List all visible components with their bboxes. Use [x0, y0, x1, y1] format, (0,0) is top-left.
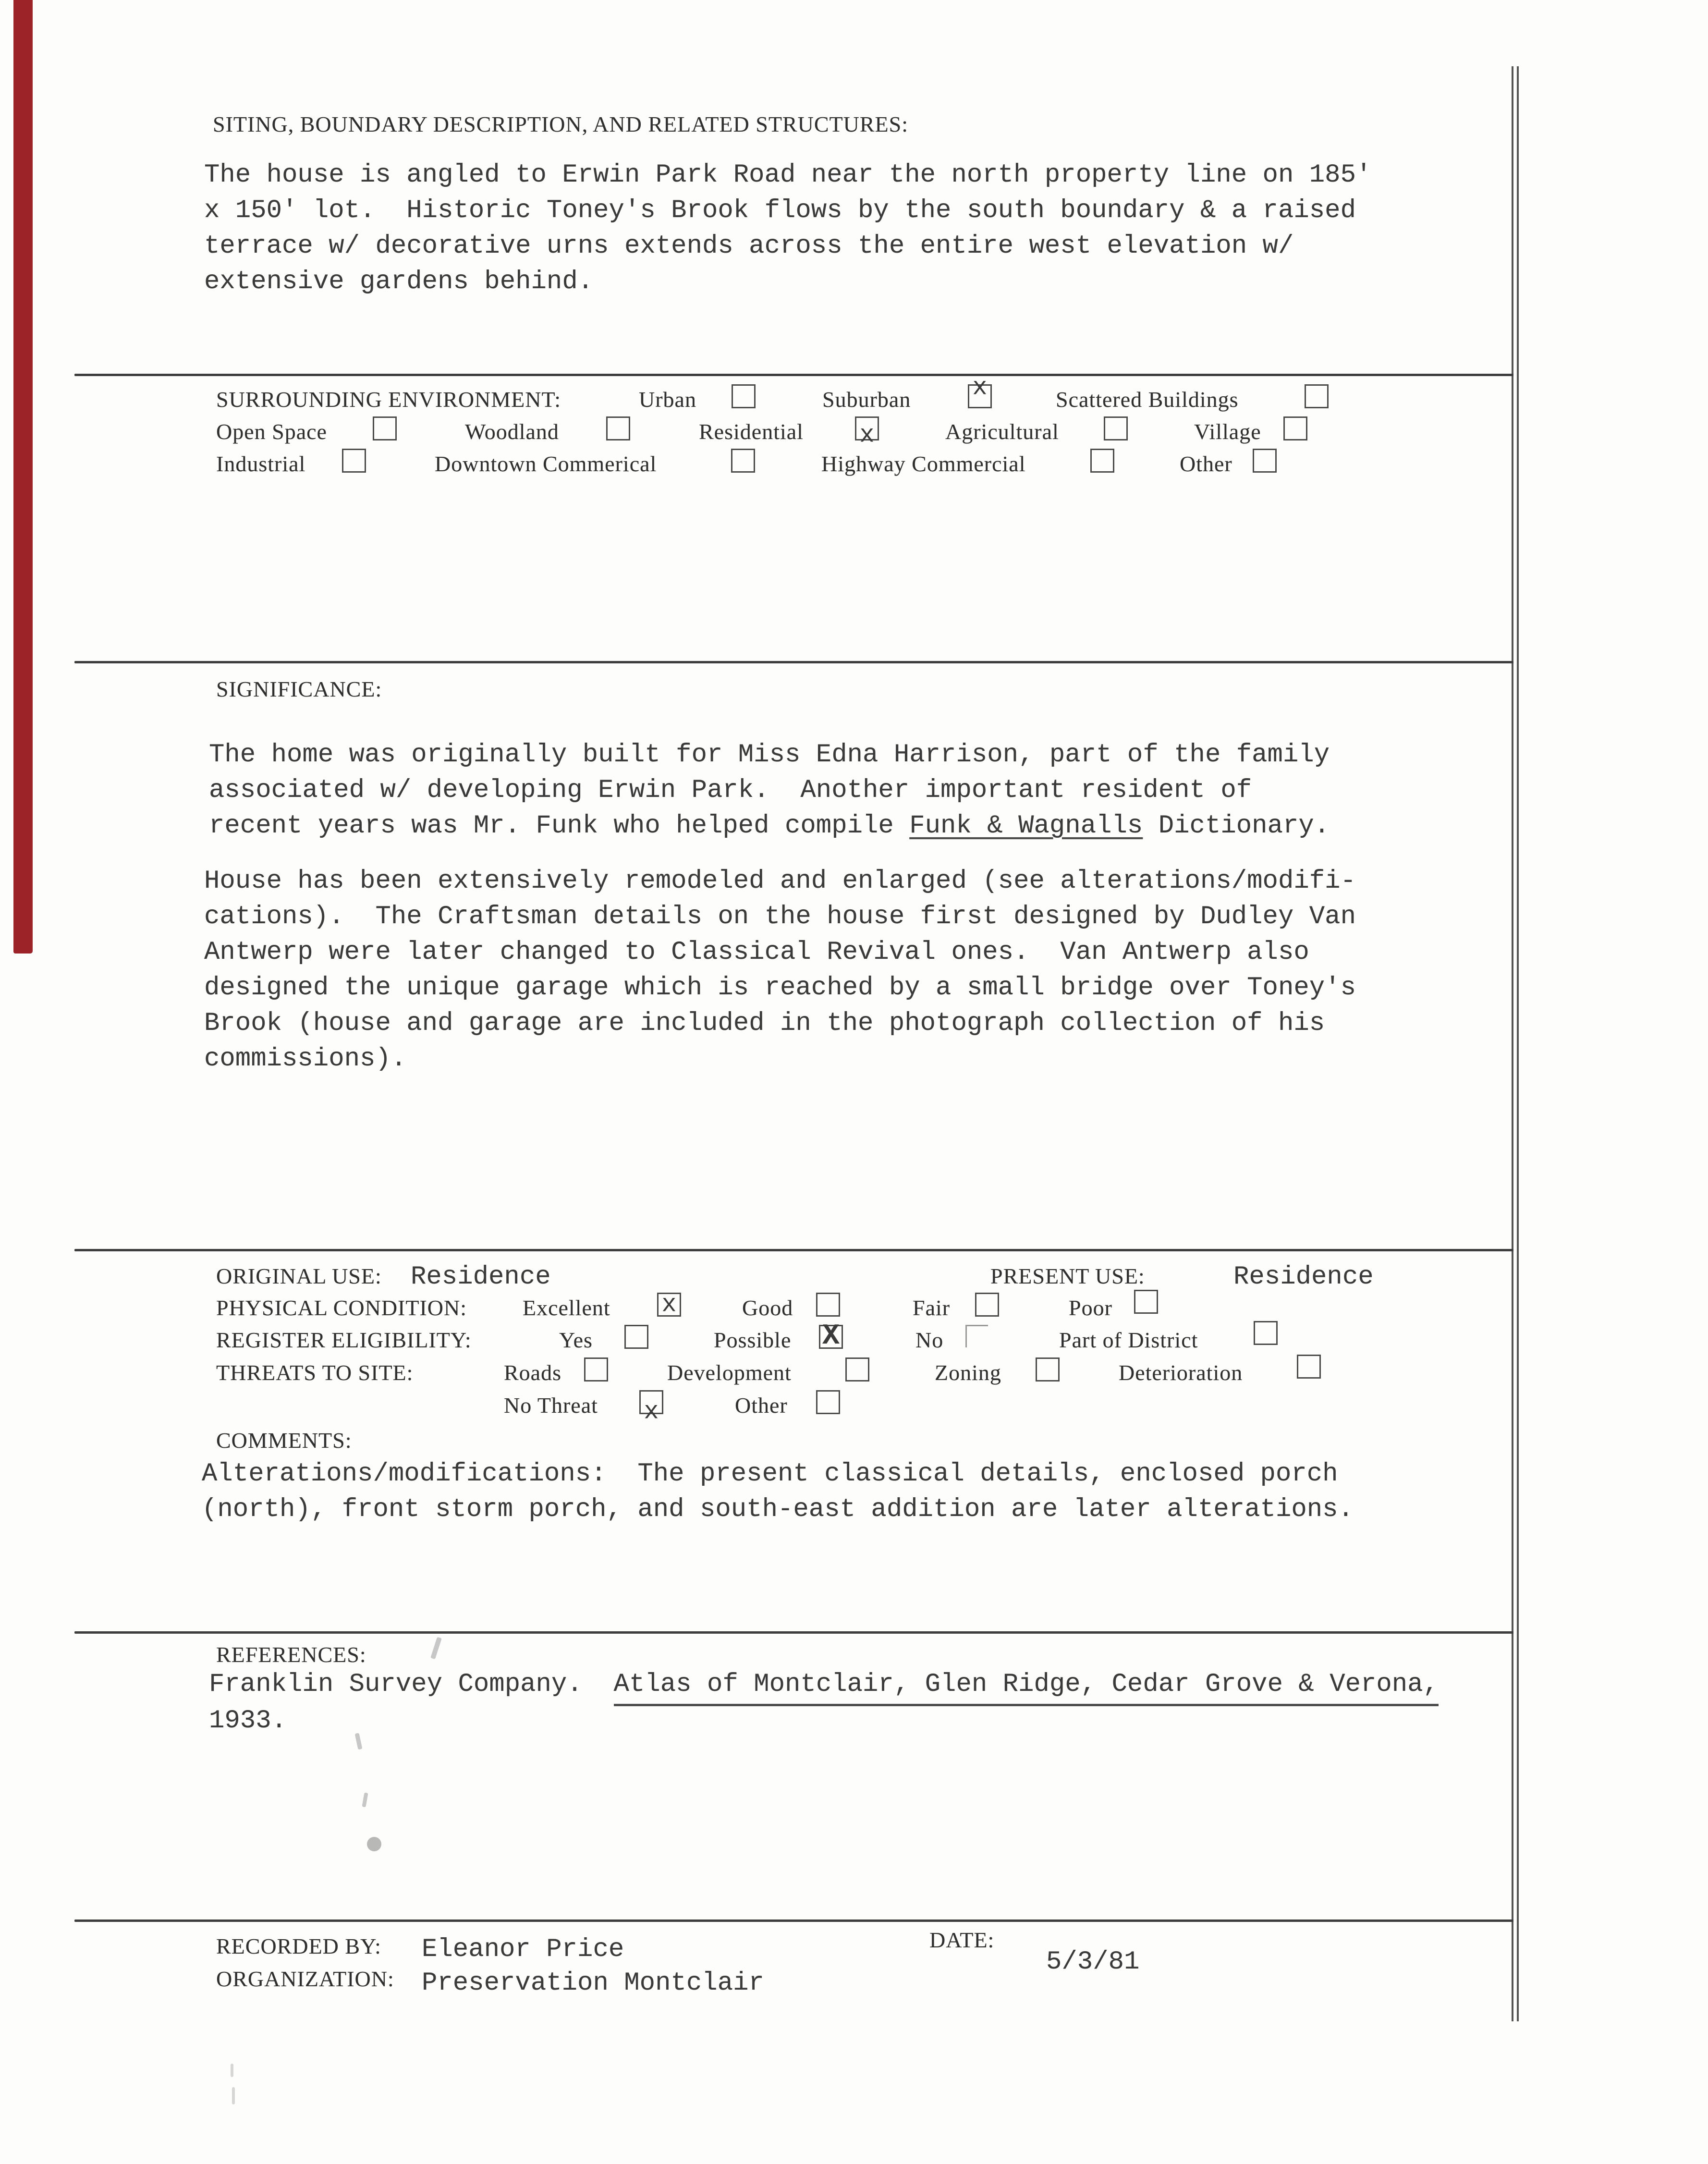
register-yes-label: Yes [559, 1328, 593, 1352]
significance-line: The home was originally built for Miss Edna Harrison, part of the family [209, 740, 1330, 770]
present-use-value: Residence [1233, 1262, 1374, 1292]
date-value: 5/3/81 [1046, 1947, 1140, 1977]
env-option-urban-label: Urban [639, 387, 696, 412]
significance-line: Antwerp were later changed to Classical Revival ones. Van Antwerp also [204, 938, 1309, 967]
pencil-mark [367, 1837, 381, 1851]
env-option-industrial-checkbox [342, 449, 366, 473]
significance-heading: SIGNIFICANCE: [216, 677, 382, 701]
scan-edge-artifact [13, 0, 33, 954]
env-option-woodland-checkbox [606, 416, 630, 440]
register-no-checkbox [965, 1325, 988, 1347]
env-option-scattered-buildings-label: Scattered Buildings [1056, 387, 1239, 412]
significance-line: Brook (house and garage are included in the photograph collection of his [204, 1009, 1325, 1038]
threats-deterioration-label: Deterioration [1119, 1360, 1243, 1385]
condition-poor-checkbox [1134, 1290, 1158, 1314]
pencil-mark [232, 2087, 235, 2104]
pencil-mark [362, 1793, 368, 1808]
siting-heading: SITING, BOUNDARY DESCRIPTION, AND RELATED STRUCTURES: [213, 112, 908, 136]
threats-no-threat-label: No Threat [504, 1393, 598, 1418]
env-option-village-label: Village [1194, 419, 1261, 444]
checkbox-x-mark: x [972, 373, 988, 402]
env-option-suburban-checkbox [968, 373, 992, 408]
threats-roads-checkbox [584, 1357, 608, 1382]
env-option-village-checkbox [1283, 416, 1307, 440]
recorded-by-label: RECORDED BY: [216, 1934, 381, 1958]
threats-zoning-checkbox [1036, 1357, 1060, 1382]
checkbox-bold-x-mark: X [822, 1320, 840, 1353]
env-option-open-space-label: Open Space [216, 419, 327, 444]
register-possible-checkbox [819, 1320, 843, 1353]
env-option-highway-commercial-label: Highway Commercial [821, 452, 1026, 476]
siting-line: x 150' lot. Historic Toney's Brook flows by the south boundary & a raised [204, 196, 1356, 225]
register-no-label: No [915, 1328, 944, 1352]
env-option-agricultural-label: Agricultural [945, 419, 1059, 444]
checkbox-x-mark: x [661, 1290, 677, 1319]
threats-other-checkbox [816, 1390, 840, 1414]
env-option-industrial-label: Industrial [216, 452, 306, 476]
threats-no-threat-checkbox [639, 1390, 663, 1426]
env-option-other-env-checkbox [1253, 449, 1277, 473]
threats-other-label: Other [735, 1393, 788, 1418]
pencil-mark [231, 2064, 233, 2077]
reference-entry [209, 1672, 1439, 1698]
env-option-woodland-label: Woodland [465, 419, 559, 444]
significance-line: House has been extensively remodeled and enlarged (see alterations/modifi- [204, 867, 1356, 896]
section-divider-5 [74, 1919, 1513, 1922]
reference-year: 1933. [209, 1706, 287, 1736]
significance-line-post: Dictionary. [1143, 811, 1330, 841]
env-option-residential-label: Residential [699, 419, 804, 444]
significance-line: designed the unique garage which is reached by a small bridge over Toney's [204, 973, 1356, 1003]
threats-development-label: Development [667, 1360, 792, 1385]
comments-label: COMMENTS: [216, 1428, 352, 1453]
section-divider-4 [74, 1631, 1513, 1634]
section-divider-2 [74, 661, 1513, 663]
threats-zoning-label: Zoning [935, 1360, 1001, 1385]
comments-line: (north), front storm porch, and south-east addition are later alterations. [202, 1495, 1354, 1524]
section-divider-1 [74, 374, 1513, 376]
siting-line: extensive gardens behind. [204, 267, 594, 296]
present-use-label: PRESENT USE: [990, 1264, 1145, 1288]
siting-line: terrace w/ decorative urns extends across the entire west elevation w/ [204, 232, 1294, 261]
checkbox-x-mark: x [859, 421, 875, 450]
register-part-of-district-checkbox [1254, 1321, 1278, 1345]
binding-line-left [1512, 66, 1513, 2021]
threats-development-checkbox [845, 1357, 869, 1382]
register-possible-label: Possible [714, 1328, 792, 1352]
env-option-agricultural-checkbox [1104, 416, 1128, 440]
threats-to-site-label: THREATS TO SITE: [216, 1360, 414, 1385]
env-option-suburban-label: Suburban [822, 387, 911, 412]
condition-fair-checkbox [975, 1293, 999, 1317]
physical-condition-label: PHYSICAL CONDITION: [216, 1296, 467, 1320]
recorded-by-value: Eleanor Price [422, 1935, 624, 1964]
register-part-of-district-label: Part of District [1059, 1328, 1198, 1352]
condition-fair-label: Fair [913, 1296, 951, 1320]
register-yes-checkbox [624, 1325, 648, 1349]
organization-label: ORGANIZATION: [216, 1967, 394, 1991]
env-option-urban-checkbox [732, 384, 756, 408]
condition-excellent-label: Excellent [523, 1296, 610, 1320]
env-option-residential-checkbox [855, 416, 879, 450]
checkbox-x-mark: x [644, 1397, 659, 1426]
original-use-value: Residence [411, 1262, 551, 1292]
threats-deterioration-checkbox [1297, 1355, 1321, 1379]
organization-value: Preservation Montclair [422, 1968, 764, 1998]
comments-line: Alterations/modifications: The present classical details, enclosed porch [202, 1459, 1338, 1489]
siting-line: The house is angled to Erwin Park Road near the north property line on 185' [204, 160, 1372, 190]
environment-heading: SURROUNDING ENVIRONMENT: [216, 387, 561, 412]
significance-line [209, 813, 1330, 839]
condition-poor-label: Poor [1069, 1296, 1112, 1320]
reference-author: Franklin Survey Company. [209, 1670, 614, 1699]
condition-excellent-checkbox [657, 1290, 681, 1319]
env-option-scattered-buildings-checkbox [1305, 384, 1329, 408]
condition-good-checkbox [816, 1293, 840, 1317]
threats-roads-label: Roads [504, 1360, 561, 1385]
env-option-downtown-commerical-label: Downtown Commerical [435, 452, 657, 476]
env-option-open-space-checkbox [373, 416, 397, 440]
original-use-label: ORIGINAL USE: [216, 1264, 382, 1288]
pencil-mark [355, 1733, 363, 1749]
significance-line-pre: recent years was Mr. Funk who helped compile [209, 811, 910, 841]
register-eligibility-label: REGISTER ELIGIBILITY: [216, 1328, 472, 1352]
binding-line-right [1517, 66, 1519, 2021]
reference-title-underlined: Atlas of Montclair, Glen Ridge, Cedar Grove & Verona, [614, 1670, 1439, 1706]
significance-line: cations). The Craftsman details on the house first designed by Dudley Van [204, 902, 1356, 931]
significance-line: commissions). [204, 1044, 407, 1074]
references-heading: REFERENCES: [216, 1642, 366, 1667]
significance-line: associated w/ developing Erwin Park. Another important resident of [209, 776, 1252, 805]
section-divider-3 [74, 1249, 1513, 1251]
env-option-downtown-commerical-checkbox [731, 449, 755, 473]
env-option-other-env-label: Other [1180, 452, 1232, 476]
funk-wagnalls-underlined: Funk & Wagnalls [909, 811, 1143, 841]
pencil-mark [430, 1637, 442, 1660]
env-option-highway-commercial-checkbox [1090, 449, 1114, 473]
condition-good-label: Good [742, 1296, 793, 1320]
date-label: DATE: [929, 1928, 995, 1952]
